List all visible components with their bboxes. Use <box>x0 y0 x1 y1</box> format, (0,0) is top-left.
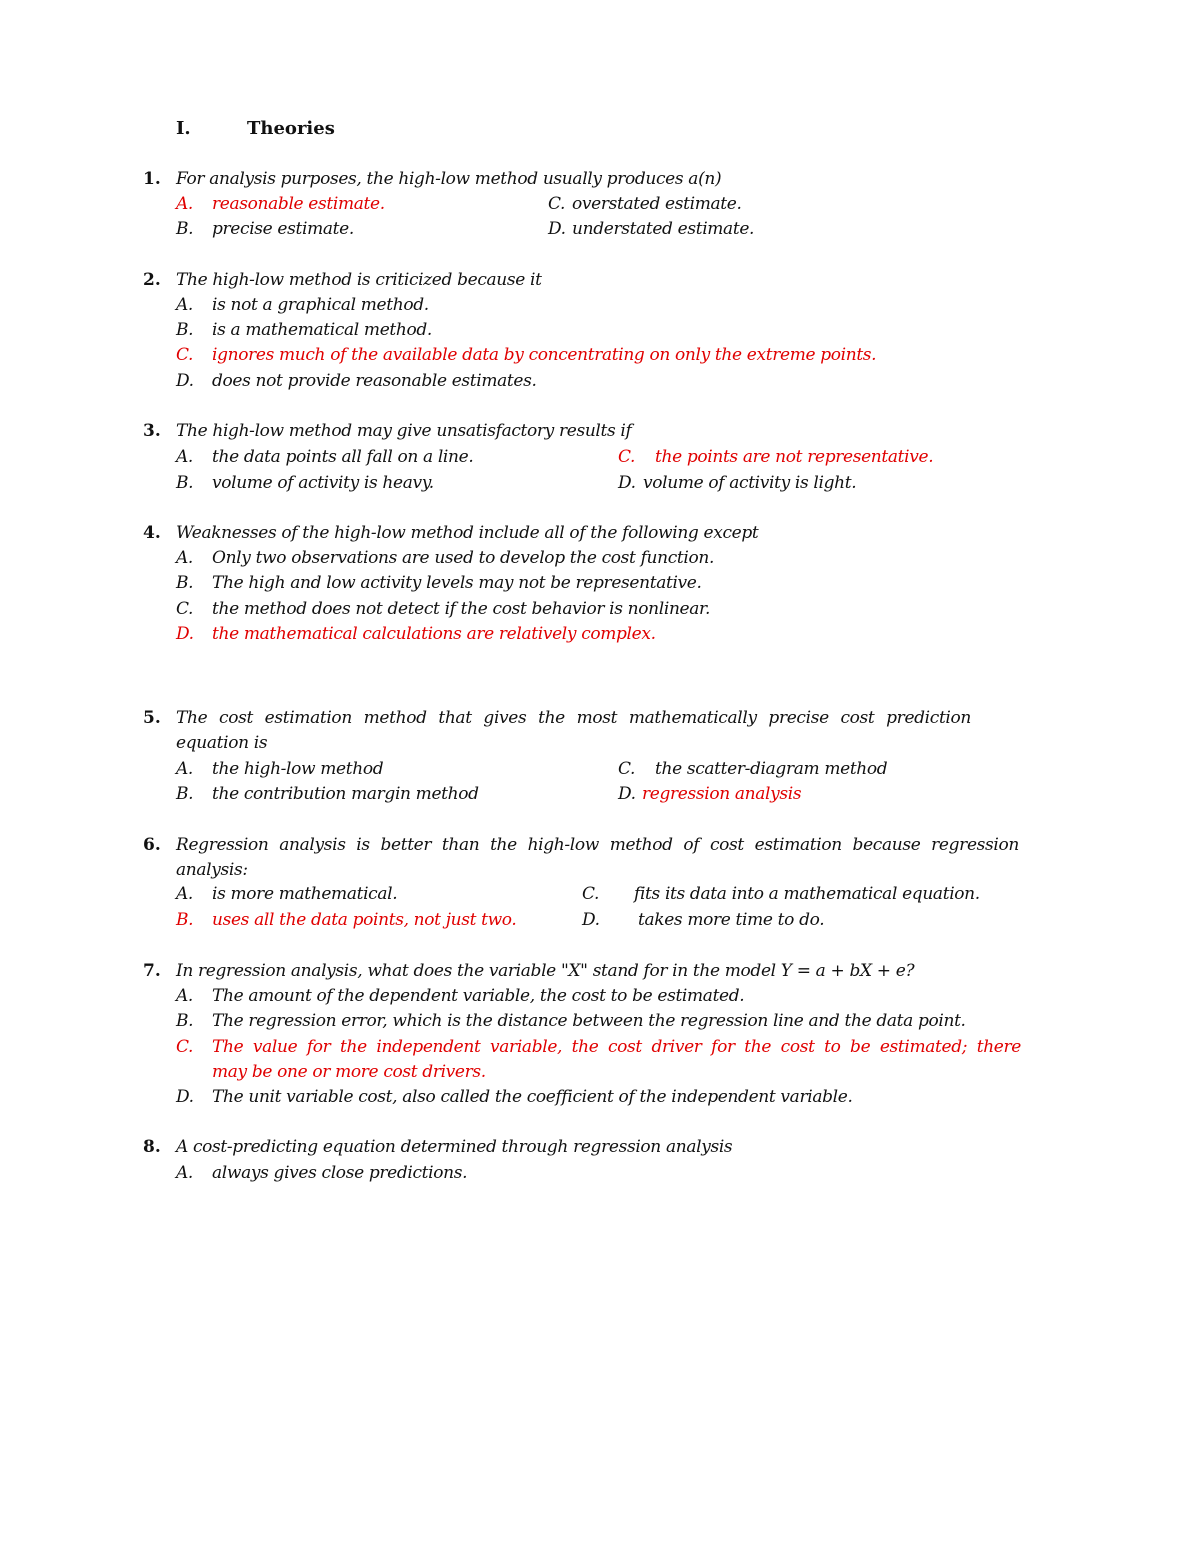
q1-option-d-text: understated estimate. <box>572 219 755 239</box>
q4-option-b-text: The high and low activity levels may not be representative. <box>212 573 702 593</box>
q7-option-c-text-line-2: may be one or more cost drivers. <box>212 1062 486 1082</box>
q4-option-a-text: Only two observations are used to develop the cost function. <box>212 548 715 568</box>
q1-option-b-letter: B. <box>176 219 194 239</box>
q8-option-a-letter: A. <box>176 1163 193 1183</box>
q2-option-c-letter: C. <box>176 345 194 365</box>
q3-option-c-text: the points are not representative. <box>655 447 934 467</box>
q1-option-a-text: reasonable estimate. <box>212 194 385 214</box>
q3-option-b-text: volume of activity is heavy. <box>212 473 434 493</box>
q3-option-a-letter: A. <box>176 447 193 467</box>
q6-option-c-letter: C. <box>582 884 600 904</box>
question-2-text: The high-low method is criticized because it <box>176 270 542 290</box>
q1-option-c-text: overstated estimate. <box>572 194 742 214</box>
q1-option-b-text: precise estimate. <box>212 219 354 239</box>
q1-option-a-letter: A. <box>176 194 193 214</box>
question-5-text-line-2: equation is <box>176 733 268 753</box>
q6-option-a-letter: A. <box>176 884 193 904</box>
q2-option-c-text: ignores much of the available data by concentrating on only the extreme points. <box>212 345 877 365</box>
question-6-text-line-2: analysis: <box>176 860 248 880</box>
question-8-text: A cost-predicting equation determined through regression analysis <box>176 1137 733 1157</box>
q8-option-a-text: always gives close predictions. <box>212 1163 468 1183</box>
q2-option-a-letter: A. <box>176 295 193 315</box>
question-1-number: 1. <box>143 169 161 189</box>
q3-option-a-text: the data points all fall on a line. <box>212 447 474 467</box>
q4-option-c-text: the method does not detect if the cost behavior is nonlinear. <box>212 599 710 619</box>
question-4-text: Weaknesses of the high-low method include all of the following except <box>176 523 759 543</box>
question-4-number: 4. <box>143 523 161 543</box>
q5-option-d-letter: D. <box>618 784 636 804</box>
q7-option-b-text: The regression error, which is the distance between the regression line and the data point. <box>212 1011 966 1031</box>
q1-option-c-letter: C. <box>548 194 566 214</box>
q6-option-c-text: fits its data into a mathematical equation. <box>634 884 980 904</box>
question-5-number: 5. <box>143 708 161 728</box>
q7-option-c-letter: C. <box>176 1037 194 1057</box>
q5-option-a-text: the high-low method <box>212 759 384 779</box>
q6-option-d-text: takes more time to do. <box>638 910 825 930</box>
q2-option-d-text: does not provide reasonable estimates. <box>212 371 537 391</box>
question-8-number: 8. <box>143 1137 161 1157</box>
q5-option-d-text: regression analysis <box>642 784 802 804</box>
q7-option-d-letter: D. <box>176 1087 194 1107</box>
q1-option-d-letter: D. <box>548 219 566 239</box>
q2-option-a-text: is not a graphical method. <box>212 295 429 315</box>
section-title: Theories <box>247 118 335 139</box>
q3-option-d-letter: D. <box>618 473 636 493</box>
q7-option-a-text: The amount of the dependent variable, the cost to be estimated. <box>212 986 745 1006</box>
q4-option-c-letter: C. <box>176 599 194 619</box>
q6-option-b-letter: B. <box>176 910 194 930</box>
q7-option-b-letter: B. <box>176 1011 194 1031</box>
question-2-number: 2. <box>143 270 161 290</box>
q3-option-c-letter: C. <box>618 447 636 467</box>
q2-option-d-letter: D. <box>176 371 194 391</box>
q6-option-a-text: is more mathematical. <box>212 884 398 904</box>
q5-option-b-letter: B. <box>176 784 194 804</box>
q6-option-d-letter: D. <box>582 910 600 930</box>
q4-option-a-letter: A. <box>176 548 193 568</box>
question-6-text-line-1: Regression analysis is better than the high-low method of cost estimation because regression <box>176 835 1019 855</box>
question-3-number: 3. <box>143 421 161 441</box>
q6-option-b-text: uses all the data points, not just two. <box>212 910 517 930</box>
q7-option-d-text: The unit variable cost, also called the coefficient of the independent variable. <box>212 1087 853 1107</box>
q3-option-d-text: volume of activity is light. <box>643 473 857 493</box>
q7-option-a-letter: A. <box>176 986 193 1006</box>
q4-option-b-letter: B. <box>176 573 194 593</box>
q3-option-b-letter: B. <box>176 473 194 493</box>
q2-option-b-text: is a mathematical method. <box>212 320 432 340</box>
question-7-number: 7. <box>143 961 161 981</box>
question-3-text: The high-low method may give unsatisfactory results if <box>176 421 632 441</box>
q5-option-b-text: the contribution margin method <box>212 784 479 804</box>
question-6-number: 6. <box>143 835 161 855</box>
q5-option-c-letter: C. <box>618 759 636 779</box>
question-7-text: In regression analysis, what does the variable "X" stand for in the model Y = a + bX + e? <box>176 961 915 981</box>
q7-option-c-text-line-1: The value for the independent variable, the cost driver for the cost to be estimated; there <box>212 1037 1021 1057</box>
q5-option-c-text: the scatter-diagram method <box>655 759 888 779</box>
q2-option-b-letter: B. <box>176 320 194 340</box>
q4-option-d-text: the mathematical calculations are relatively complex. <box>212 624 656 644</box>
question-1-text: For analysis purposes, the high-low method usually produces a(n) <box>176 169 722 189</box>
section-numeral: I. <box>176 118 191 139</box>
q4-option-d-letter: D. <box>176 624 194 644</box>
question-5-text-line-1: The cost estimation method that gives the most mathematically precise cost prediction <box>176 708 971 728</box>
q5-option-a-letter: A. <box>176 759 193 779</box>
